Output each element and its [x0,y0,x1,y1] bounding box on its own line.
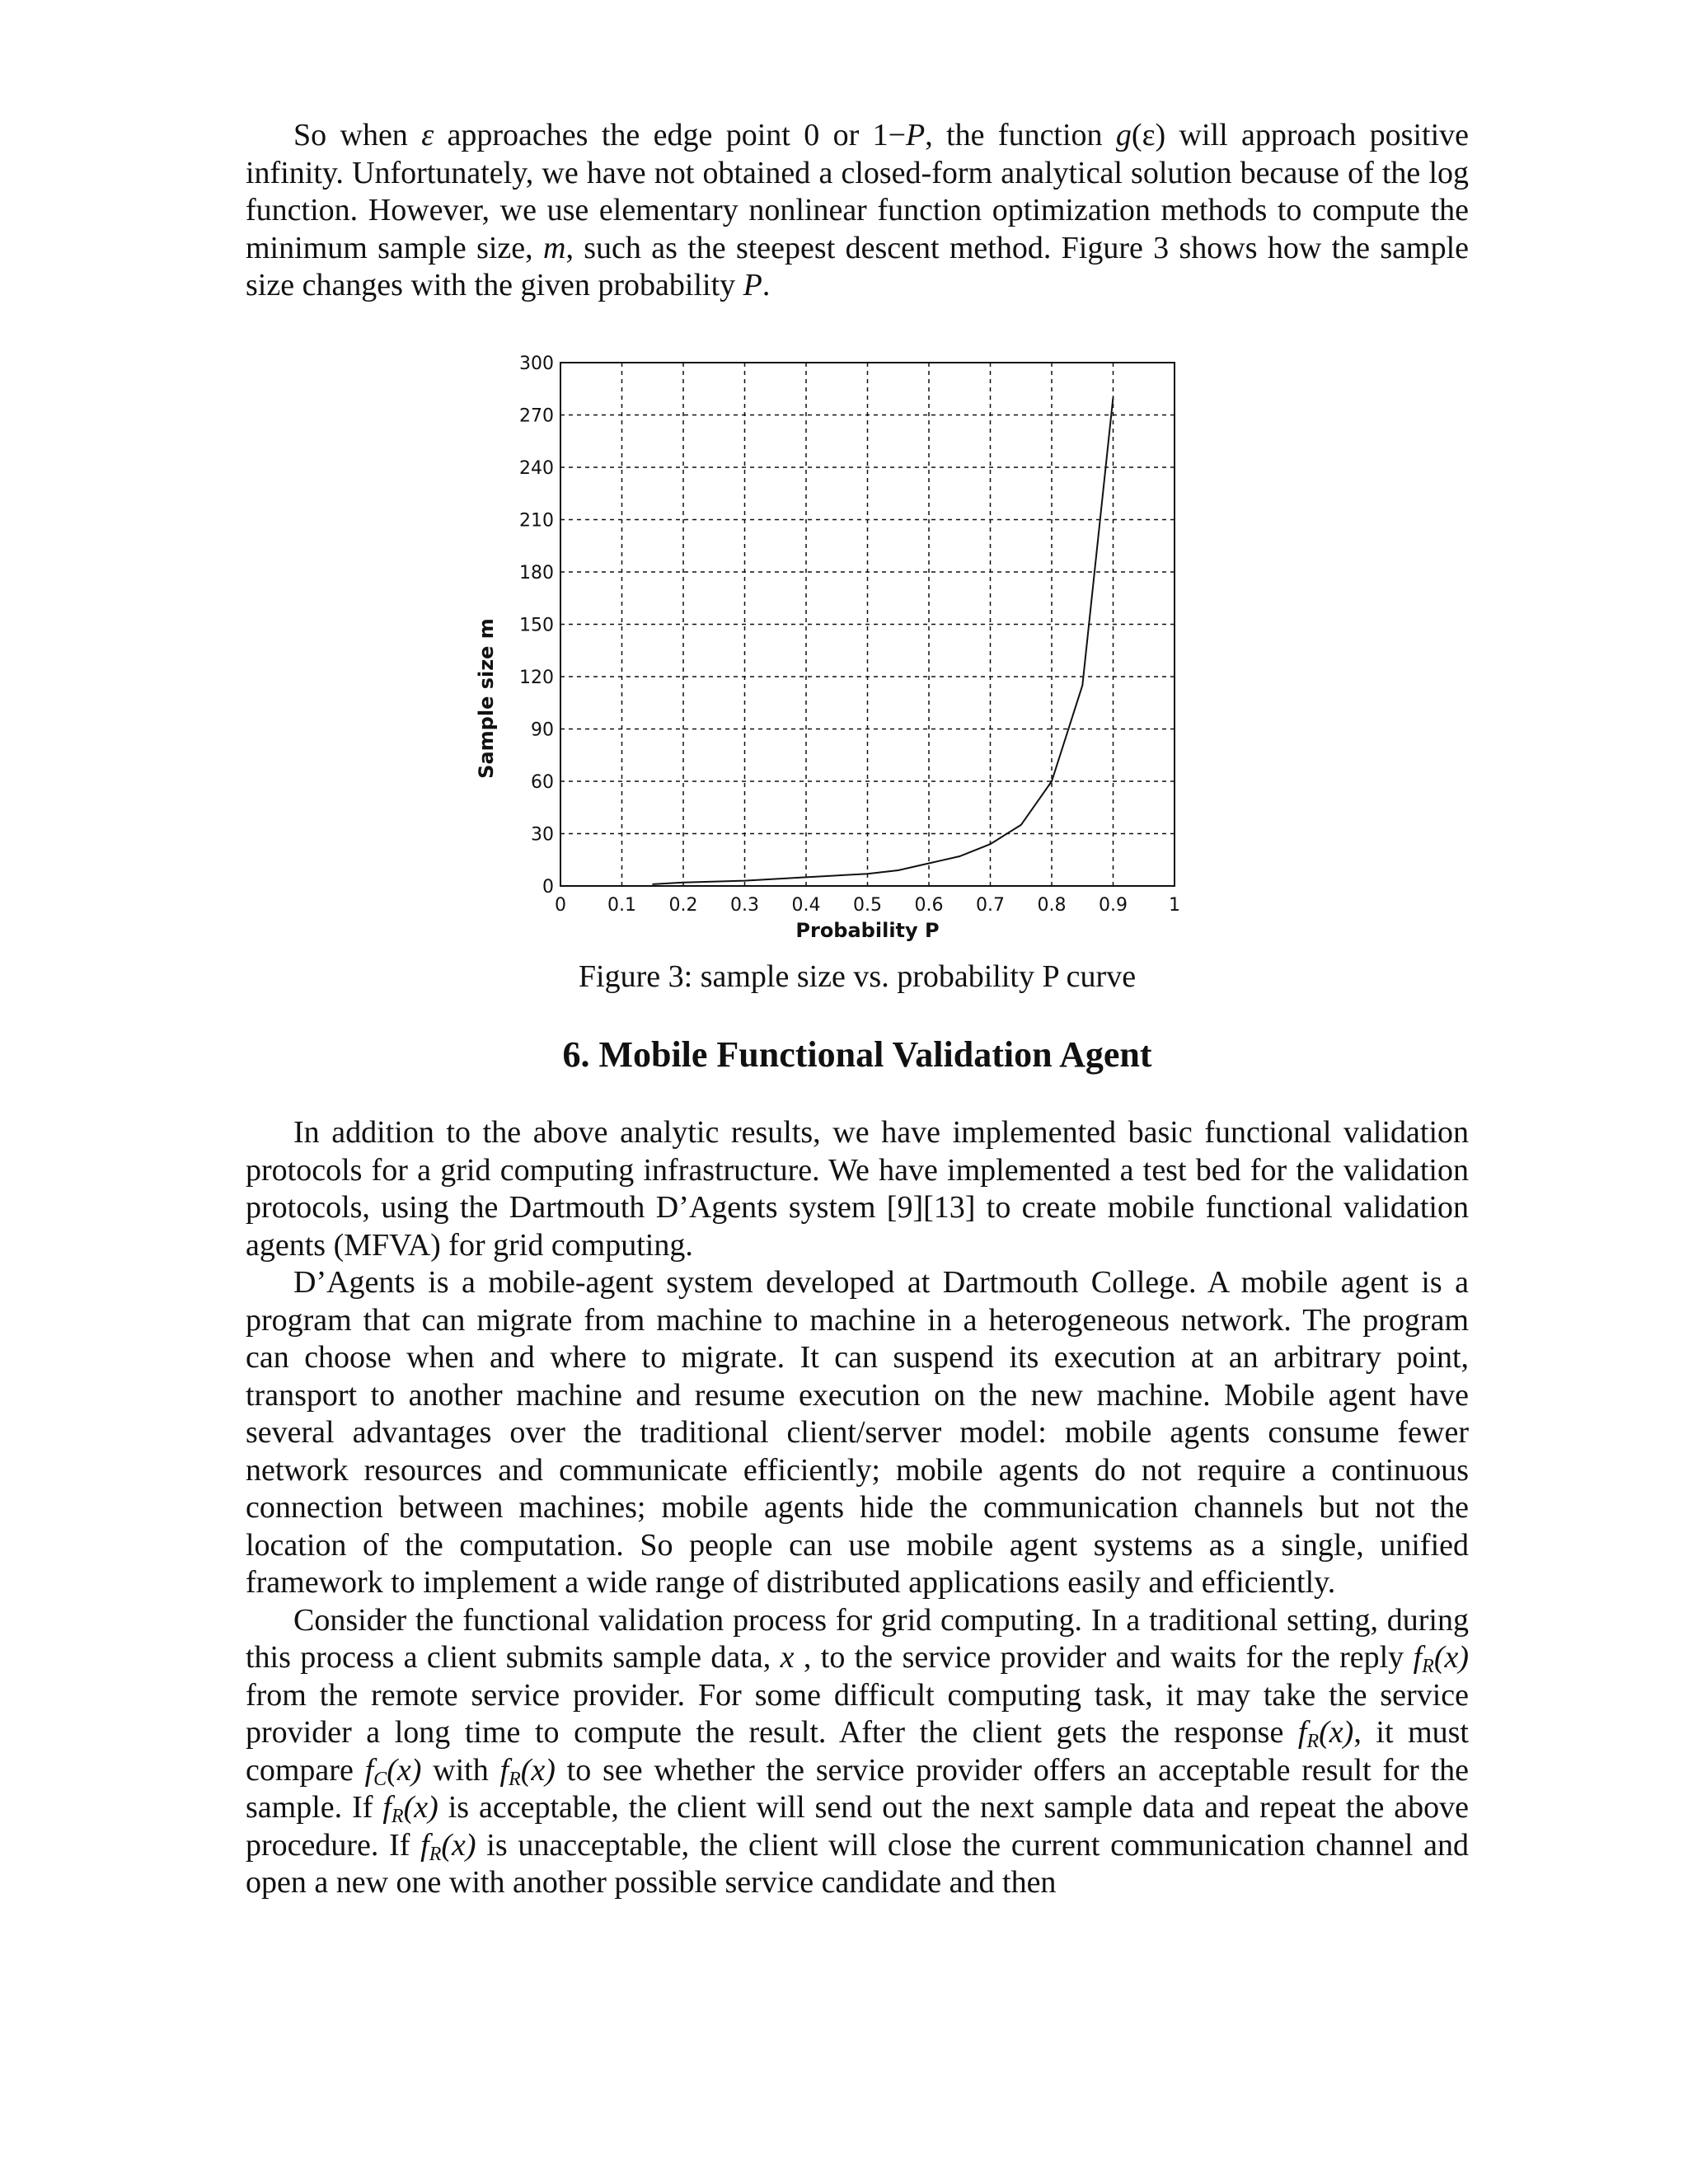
data-point [1020,824,1021,825]
paragraph-1: In addition to the above analytic results, we have implemented basic functional validation protocols for a grid computing infrastructure. We have implemented a test bed for the validation protocols, using the Dartmouth D’Agents system [9][13] to create mobile functional validation agents (MFVA) for grid computing. [246,1115,1469,1263]
data-point [1051,780,1052,781]
data-point [1082,685,1083,686]
x-tick-label: 0.7 [976,895,1005,916]
data-point [682,882,683,883]
data-point [959,855,960,856]
intro-paragraph [246,117,1469,305]
x-tick-label: 0.3 [730,895,759,916]
chart-points [652,397,1114,885]
x-tick-label: 0.2 [668,895,698,916]
x-tick-label: 0.1 [607,895,636,916]
data-point [928,863,929,864]
paragraph-3: Consider the functional validation process for grid computing. In a traditional setting, during this process a client submits sample data, x , to the service provider and waits for the reply $f_R(x)$ from the remote service provider. For some difficult computing task, it may take the service provider a long time to compute the result. After the client gets the response $f_R(x)$, it must compare $f_C(x)$ with $f_R(x)$ to see whether the service provider offers an acceptable result for the sample. If $f_R(x)$ is acceptable, the client will send out the next sample data and repeat the above procedure. If $f_R(x)$ is unacceptable, the client will close the current communication channel and open a new one with another possible service candidate and then [246,1602,1469,1900]
x-tick-label: 0.8 [1037,895,1067,916]
chart-ticks [519,354,1180,916]
section-body [246,1114,1469,1902]
paragraph-2: D’Agents is a mobile-agent system developed at Dartmouth College. A mobile agent is a program that can migrate from machine to machine in a heterogeneous network. The program can choose when and where to migrate. It can suspend its execution at an arbitrary point, transport to another machine and resume execution on the new machine. Mobile agent have several advantages over the traditional client/server model: mobile agents consume fewer network resources and communicate efficiently; mobile agents do not require a continuous connection between machines; mobile agents hide the communication channels but not the location of the computation. So people can use mobile agent systems as a single, unified framework to implement a wide range of distributed applications easily and efficiently. [246,1265,1469,1600]
section-heading: 6. Mobile Functional Validation Agent [562,1034,1152,1075]
y-tick-label: 150 [519,615,554,636]
y-tick-label: 270 [519,405,554,427]
data-point [990,844,991,845]
y-tick-label: 0 [542,877,554,898]
y-tick-label: 210 [519,510,554,532]
data-point [1113,397,1114,398]
y-tick-label: 90 [531,719,554,741]
figure-caption: Figure 3: sample size vs. probability P curve [578,959,1137,994]
chart-svg [462,346,1203,948]
figure-3-chart [462,346,1203,948]
x-tick-label: 0.4 [791,895,821,916]
x-tick-label: 1 [1169,895,1180,916]
x-tick-label: 0.6 [914,895,944,916]
y-tick-label: 180 [519,563,554,583]
x-tick-label: 0.5 [853,895,882,916]
chart-grid [560,363,1175,886]
data-point [805,877,806,878]
x-axis-label: Probability P [795,919,940,942]
y-tick-label: 300 [519,354,554,374]
y-tick-label: 30 [531,824,554,846]
y-tick-label: 60 [531,772,554,793]
y-tick-label: 120 [519,668,554,688]
y-tick-label: 240 [519,458,554,479]
data-point [652,883,653,884]
y-axis-label: Sample size m [475,618,498,779]
x-tick-label: 0.9 [1099,895,1128,916]
series-line [653,397,1114,884]
x-tick-label: 0 [555,895,566,916]
intro-text: So when ε approaches the edge point 0 or 1−P, the function g(ε) will approach positive infinity. Unfortunately, we have not obtained a closed-form analytical solution because of the log function. However, we use elementary nonlinear function optimization methods to compute the minimum sample size, m, such as the steepest descent method. Figure 3 shows how the sample size changes with the given probability P. [246,118,1469,302]
data-point [744,880,745,881]
